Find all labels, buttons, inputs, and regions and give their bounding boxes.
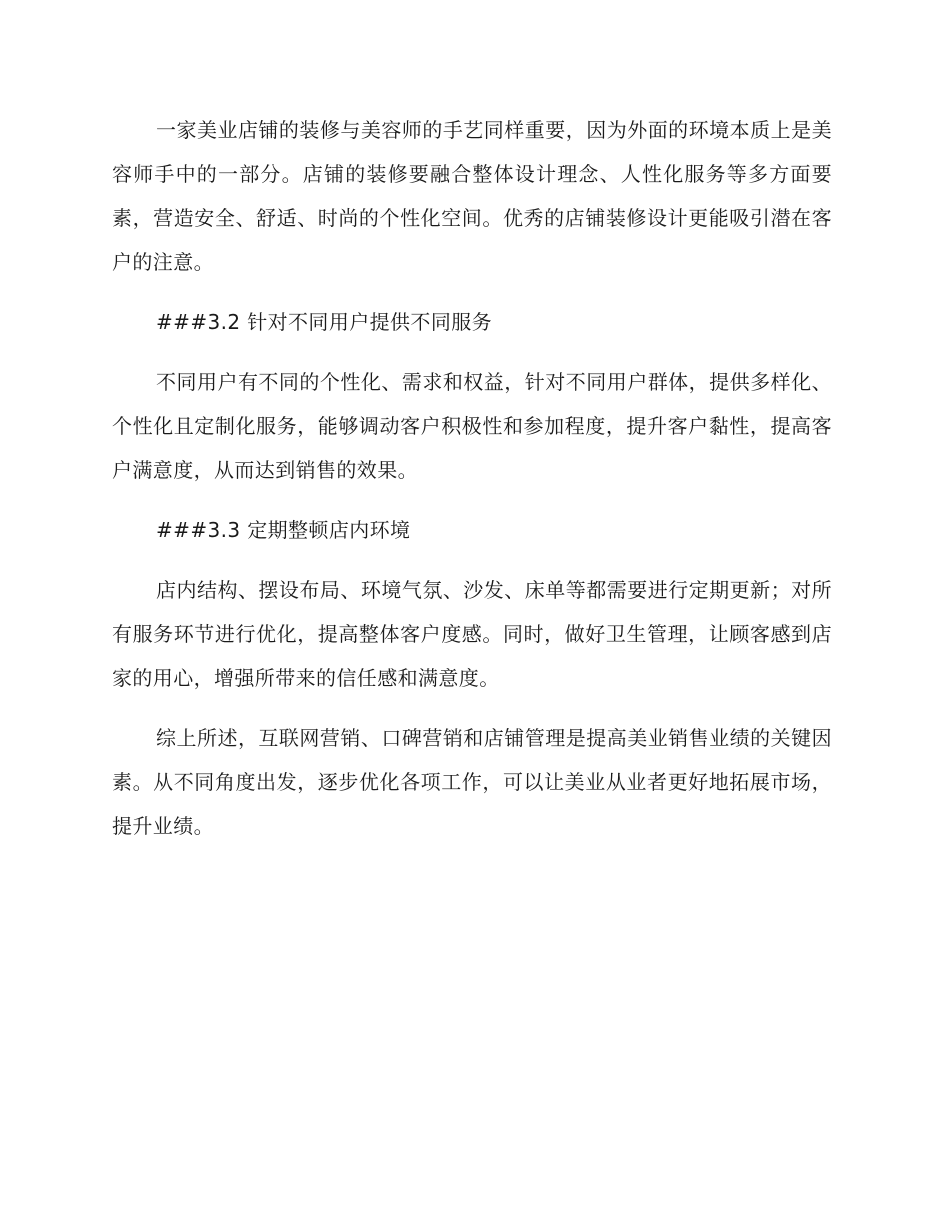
paragraph-conclusion: 综上所述，互联网营销、口碑营销和店铺管理是提高美业销售业绩的关键因素。从不同角度出发，逐步优化各项工作，可以让美业从业者更好地拓展市场，提升业绩。	[112, 726, 832, 838]
document-body	[112, 108, 832, 864]
paragraph-store-decoration: 一家美业店铺的装修与美容师的手艺同样重要，因为外面的环境本质上是美容师手中的一部分。店铺的装修要融合整体设计理念、人性化服务等多方面要素，营造安全、舒适、时尚的个性化空间。优秀的店铺装修设计更能吸引潜在客户的注意。	[112, 118, 832, 274]
heading-section-3-2: ###3.2 针对不同用户提供不同服务	[156, 310, 493, 334]
paragraph-store-environment: 店内结构、摆设布局、环境气氛、沙发、床单等都需要进行定期更新；对所有服务环节进行优化，提高整体客户度感。同时，做好卫生管理，让顾客感到店家的用心，增强所带来的信任感和满意度。	[112, 578, 832, 690]
heading-section-3-3: ###3.3 定期整顿店内环境	[156, 518, 411, 542]
paragraph-personalized-service: 不同用户有不同的个性化、需求和权益，针对不同用户群体，提供多样化、个性化且定制化服务，能够调动客户积极性和参加程度，提升客户黏性，提高客户满意度，从而达到销售的效果。	[112, 370, 832, 482]
